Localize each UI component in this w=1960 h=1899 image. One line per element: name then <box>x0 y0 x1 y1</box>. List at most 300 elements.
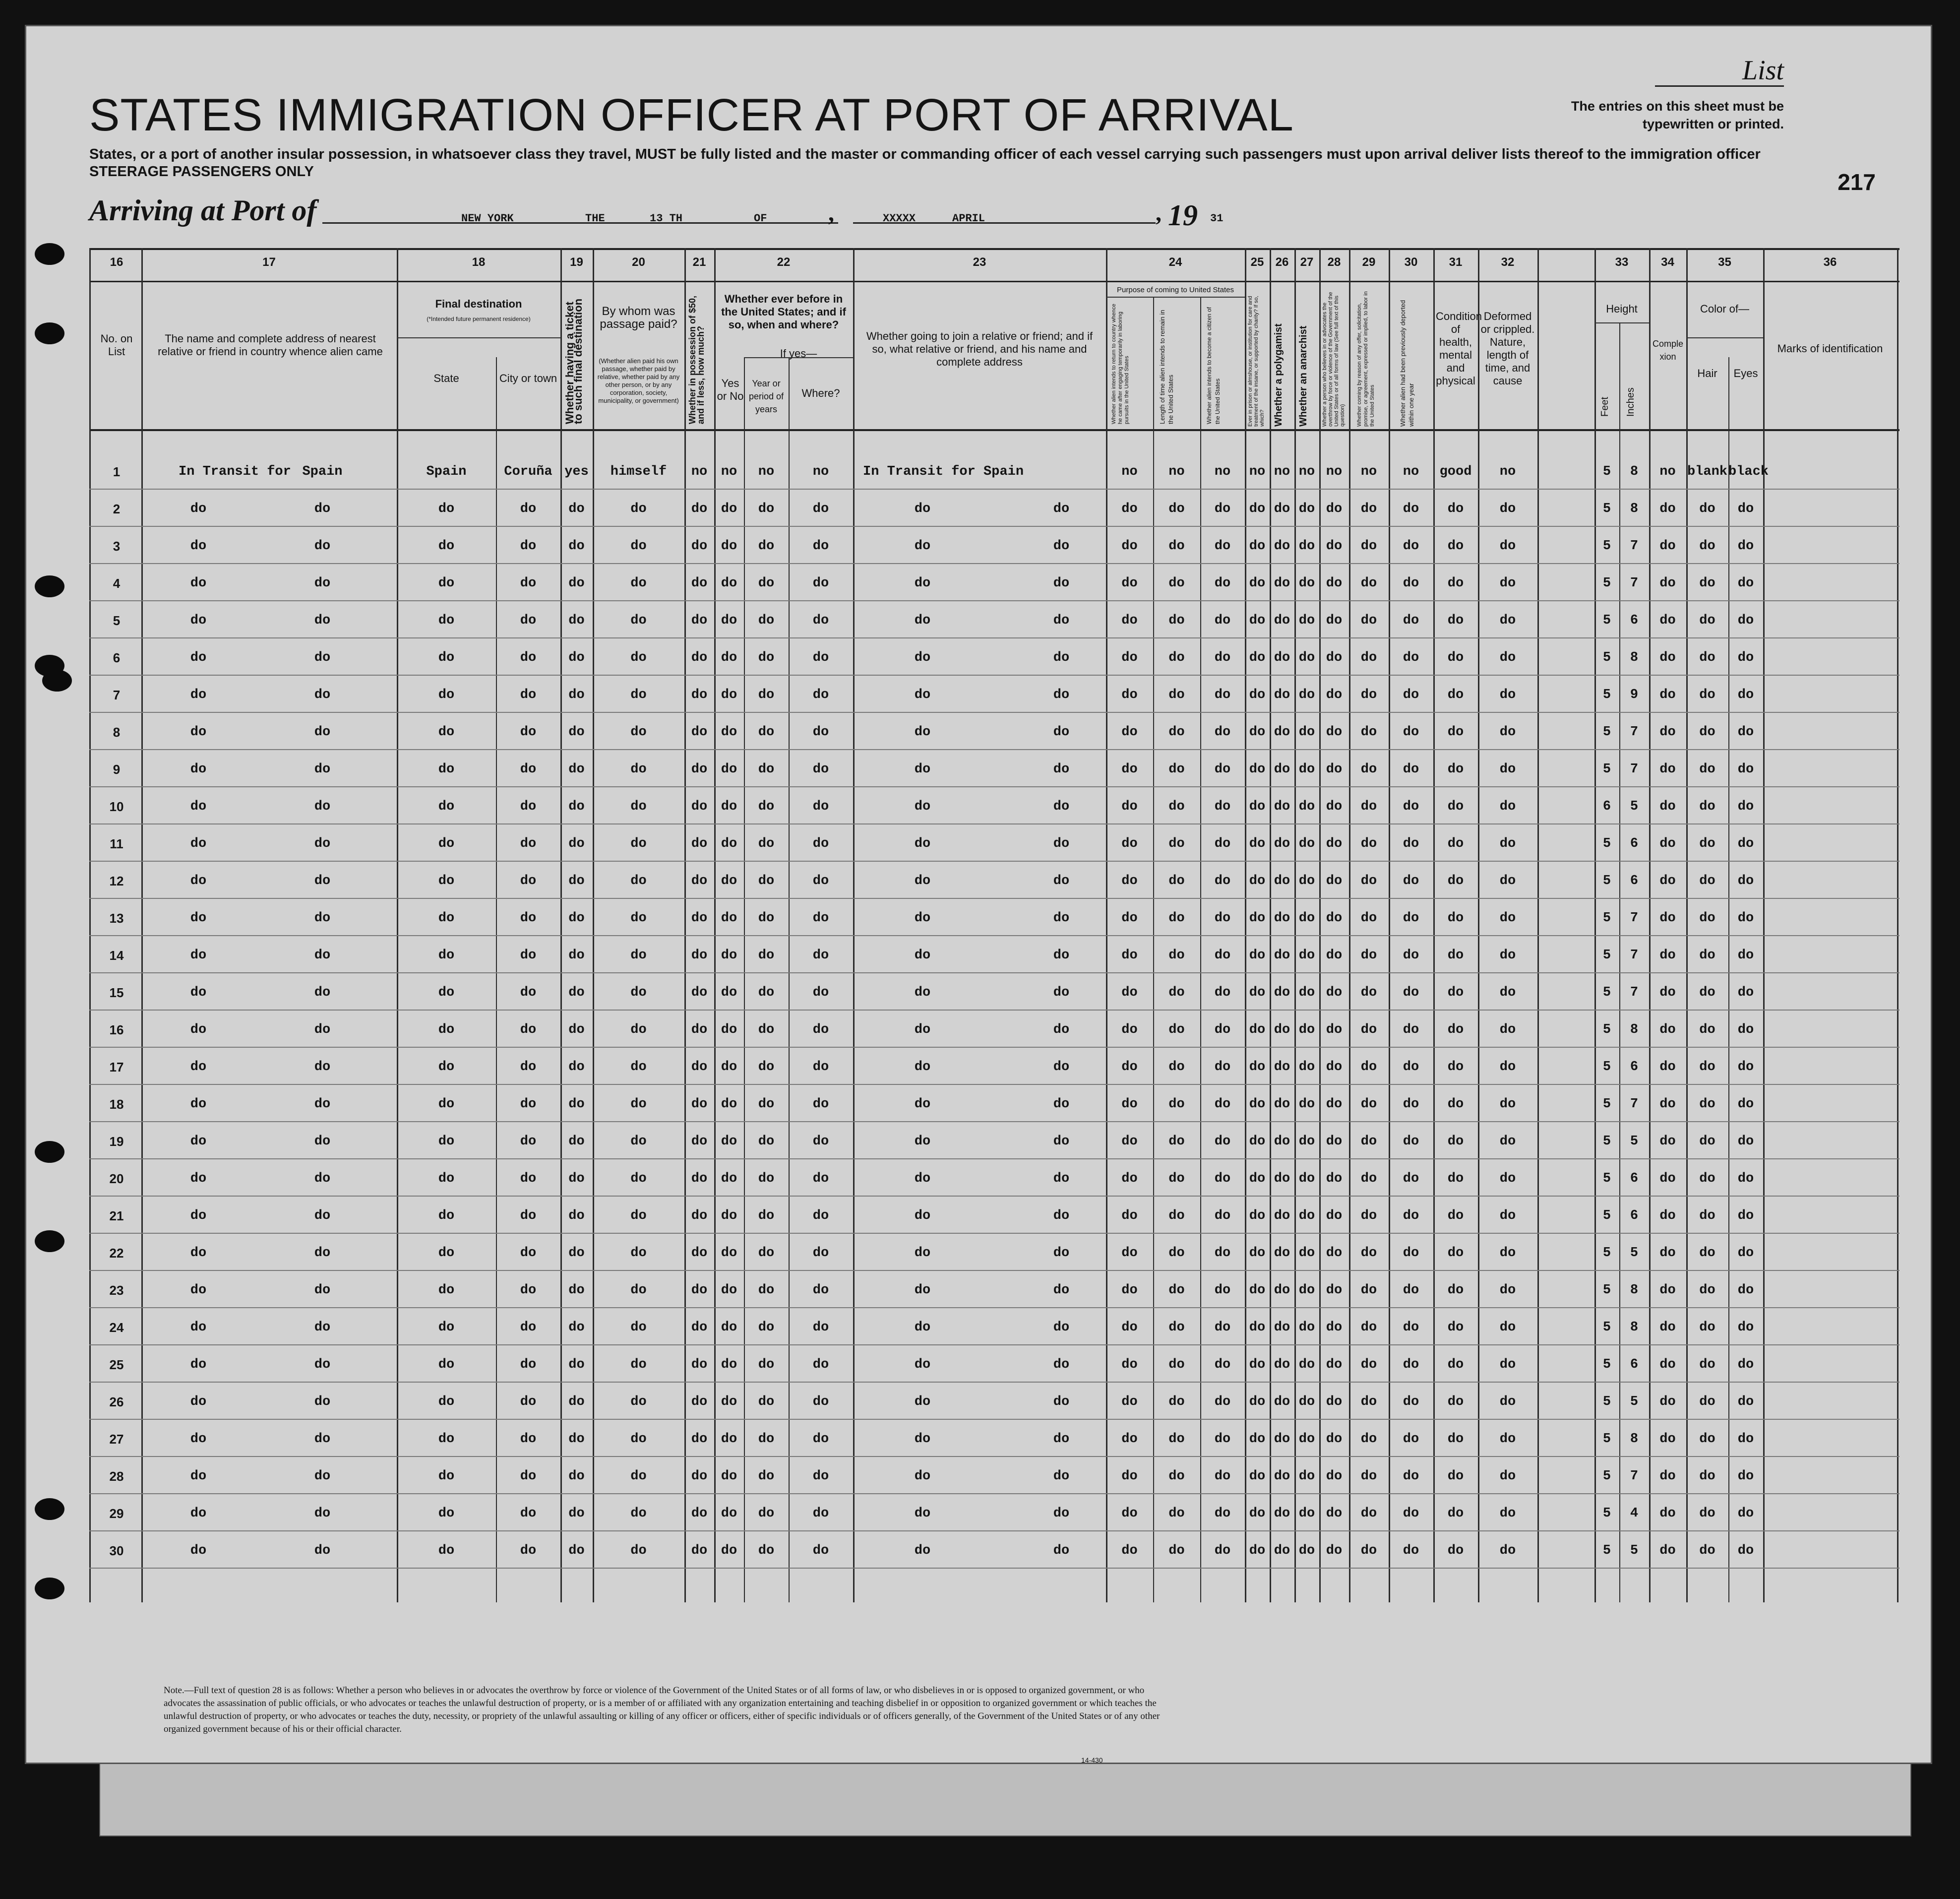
list-label: List <box>1742 55 1784 86</box>
cell-city: do <box>520 1469 537 1484</box>
cell-p2: do <box>1168 1208 1185 1223</box>
table-row <box>89 1307 1899 1345</box>
cell-rel2: do <box>314 1543 331 1558</box>
cell-eyes: do <box>1737 1060 1754 1075</box>
cell-rel2: do <box>314 1469 331 1484</box>
cell-hair: do <box>1699 725 1715 740</box>
cell-before: do <box>721 911 737 926</box>
cell-rel2: do <box>314 1097 331 1112</box>
cell-c26: do <box>1274 799 1290 814</box>
cell-paid: do <box>630 1543 647 1558</box>
cell-joining: do <box>914 539 931 554</box>
cell-p2: do <box>1168 539 1185 554</box>
struck-text: XXXXX <box>883 212 916 225</box>
header-final-destination-note: (*Intended future permanent residence) <box>427 316 531 322</box>
cell-p3: do <box>1214 1283 1231 1298</box>
cell-relative: do <box>190 1320 207 1335</box>
cell-c27: do <box>1298 836 1315 851</box>
cell-joining: do <box>914 1208 931 1223</box>
table-row <box>89 451 1899 490</box>
table-row <box>89 972 1899 1011</box>
cell-p1: do <box>1121 1283 1138 1298</box>
cell-c28: do <box>1326 502 1343 516</box>
cell-hair: do <box>1699 836 1715 851</box>
cell-before: do <box>721 1432 737 1447</box>
table-row <box>89 563 1899 601</box>
cell-health: do <box>1447 576 1464 591</box>
cell-p2: do <box>1168 1022 1185 1037</box>
cell-state: do <box>438 762 455 777</box>
cell-c29: do <box>1360 985 1377 1000</box>
cell-p1: do <box>1121 1432 1138 1447</box>
cell-health: do <box>1447 1283 1464 1298</box>
cell-c25: do <box>1249 1506 1266 1521</box>
cell-c27: no <box>1298 464 1315 479</box>
cell-health: do <box>1447 1394 1464 1409</box>
cell-inches: 6 <box>1630 1060 1639 1075</box>
cell-c30: do <box>1403 502 1419 516</box>
cell-p1: do <box>1121 539 1138 554</box>
cell-city: do <box>520 1134 537 1149</box>
cell-rel2: do <box>314 1208 331 1223</box>
cell-feet: 5 <box>1602 650 1611 665</box>
cell-money: do <box>691 1060 708 1075</box>
cell-paid: do <box>630 911 647 926</box>
cell-no: 10 <box>109 799 124 814</box>
cell-ticket: do <box>568 613 585 628</box>
cell-hair: do <box>1699 1060 1715 1075</box>
cell-no: 5 <box>113 613 121 628</box>
cell-p1: do <box>1121 1171 1138 1186</box>
cell-rel2: do <box>314 985 331 1000</box>
cell-eyes: do <box>1737 1357 1754 1372</box>
cell-feet: 5 <box>1602 464 1611 479</box>
colnum-22: 22 <box>777 255 791 269</box>
cell-no: 7 <box>113 688 121 702</box>
cell-state: do <box>438 1432 455 1447</box>
cell-c29: do <box>1360 1246 1377 1261</box>
header-inches: Inches <box>1625 387 1636 417</box>
cell-c30: do <box>1403 1432 1419 1447</box>
cell-money: do <box>691 985 708 1000</box>
cell-money: do <box>691 576 708 591</box>
cell-hair: do <box>1699 985 1715 1000</box>
cell-c30: do <box>1403 725 1419 740</box>
cell-c29: do <box>1360 1134 1377 1149</box>
cell-c29: do <box>1360 1171 1377 1186</box>
cell-no: 24 <box>109 1320 124 1335</box>
cell-rel2: do <box>314 613 331 628</box>
cell-where: do <box>812 1283 829 1298</box>
cell-c26: do <box>1274 1097 1290 1112</box>
cell-p2: do <box>1168 1171 1185 1186</box>
cell-no: 12 <box>109 874 124 888</box>
cell-paid: do <box>630 502 647 516</box>
cell-deformed: do <box>1499 1320 1516 1335</box>
punch-hole <box>42 670 72 692</box>
cell-eyes: do <box>1737 650 1754 665</box>
cell-c26: do <box>1274 688 1290 702</box>
cell-rel2: do <box>314 1432 331 1447</box>
cell-city: do <box>520 613 537 628</box>
cell-where: do <box>812 1060 829 1075</box>
cell-c28: do <box>1326 1432 1343 1447</box>
cell-deformed: do <box>1499 1060 1516 1075</box>
cell-state: do <box>438 502 455 516</box>
header-marks: Marks of identification <box>1777 342 1883 355</box>
cell-join2: do <box>1053 1134 1070 1149</box>
cell-before: do <box>721 1097 737 1112</box>
cell-health: do <box>1447 613 1464 628</box>
cell-health: do <box>1447 911 1464 926</box>
cell-where: no <box>812 464 829 479</box>
cell-paid: do <box>630 613 647 628</box>
cell-inches: 7 <box>1630 1469 1639 1484</box>
cell-join2: do <box>1053 688 1070 702</box>
cell-health: do <box>1447 948 1464 963</box>
cell-c29: do <box>1360 1283 1377 1298</box>
cell-c30: do <box>1403 1506 1419 1521</box>
cell-relative: do <box>190 502 207 516</box>
cell-c28: do <box>1326 1097 1343 1112</box>
cell-c28: do <box>1326 688 1343 702</box>
cell-inches: 8 <box>1630 502 1639 516</box>
cell-joining: do <box>914 725 931 740</box>
cell-city: do <box>520 1246 537 1261</box>
cell-c28: do <box>1326 576 1343 591</box>
cell-c30: do <box>1403 874 1419 888</box>
cell-p2: do <box>1168 948 1185 963</box>
cell-city: do <box>520 1320 537 1335</box>
cell-before: do <box>721 1022 737 1037</box>
cell-p1: do <box>1121 1506 1138 1521</box>
cell-c27: do <box>1298 1246 1315 1261</box>
cell-where: do <box>812 1171 829 1186</box>
cell-p1: do <box>1121 613 1138 628</box>
cell-state: do <box>438 1171 455 1186</box>
colnum-29: 29 <box>1362 255 1376 269</box>
cell-state: do <box>438 1469 455 1484</box>
cell-p3: do <box>1214 502 1231 516</box>
cell-c26: do <box>1274 539 1290 554</box>
cell-p3: do <box>1214 1357 1231 1372</box>
cell-p2: do <box>1168 1060 1185 1075</box>
cell-c26: do <box>1274 1208 1290 1223</box>
cell-year: do <box>758 650 775 665</box>
cell-deformed: do <box>1499 1246 1516 1261</box>
cell-hair: do <box>1699 613 1715 628</box>
cell-paid: do <box>630 1060 647 1075</box>
cell-c29: do <box>1360 799 1377 814</box>
header-color-of: Color of— <box>1700 303 1750 315</box>
cell-before: do <box>721 1246 737 1261</box>
cell-feet: 5 <box>1602 985 1611 1000</box>
cell-complexion: do <box>1659 1469 1676 1484</box>
cell-c27: do <box>1298 1543 1315 1558</box>
cell-c29: do <box>1360 539 1377 554</box>
steerage-label: STEERAGE PASSENGERS ONLY <box>89 164 314 180</box>
cell-joining: do <box>914 1097 931 1112</box>
cell-c30: do <box>1403 911 1419 926</box>
cell-state: do <box>438 1394 455 1409</box>
cell-relative: do <box>190 1134 207 1149</box>
cell-c28: do <box>1326 1022 1343 1037</box>
cell-rel2: do <box>314 1320 331 1335</box>
cell-join2: do <box>1053 1171 1070 1186</box>
cell-c28: no <box>1326 464 1343 479</box>
header-purpose-return: Whether alien intends to return to country whence he came after engaging temporarily in laboring pursuits in the United States <box>1111 304 1130 424</box>
cell-joining: In Transit for Spain <box>863 464 1024 479</box>
cell-year: do <box>758 1097 775 1112</box>
cell-money: do <box>691 1506 708 1521</box>
cell-p3: do <box>1214 1394 1231 1409</box>
cell-before: do <box>721 1171 737 1186</box>
cell-complexion: no <box>1659 464 1676 479</box>
cell-relative: do <box>190 1171 207 1186</box>
cell-inches: 6 <box>1630 1208 1639 1223</box>
cell-state: do <box>438 874 455 888</box>
cell-no: 26 <box>109 1394 124 1409</box>
cell-feet: 5 <box>1602 539 1611 554</box>
cell-deformed: do <box>1499 1432 1516 1447</box>
cell-where: do <box>812 874 829 888</box>
cell-c26: do <box>1274 1060 1290 1075</box>
cell-p1: do <box>1121 1060 1138 1075</box>
cell-c30: do <box>1403 1246 1419 1261</box>
cell-c27: do <box>1298 1208 1315 1223</box>
cell-deformed: do <box>1499 985 1516 1000</box>
cell-c25: do <box>1249 1283 1266 1298</box>
cell-c27: do <box>1298 1097 1315 1112</box>
cell-c28: do <box>1326 1394 1343 1409</box>
cell-c25: do <box>1249 502 1266 516</box>
day-value: 13 TH <box>650 212 683 225</box>
cell-p2: do <box>1168 1246 1185 1261</box>
cell-c26: do <box>1274 911 1290 926</box>
table-row <box>89 1456 1899 1494</box>
cell-hair: do <box>1699 1432 1715 1447</box>
cell-eyes: do <box>1737 688 1754 702</box>
cell-paid: do <box>630 576 647 591</box>
cell-c25: do <box>1249 613 1266 628</box>
cell-p1: do <box>1121 502 1138 516</box>
colnum-23: 23 <box>973 255 986 269</box>
cell-c30: do <box>1403 1320 1419 1335</box>
cell-p2: do <box>1168 650 1185 665</box>
cell-complexion: do <box>1659 1432 1676 1447</box>
cell-before: do <box>721 799 737 814</box>
cell-inches: 7 <box>1630 762 1639 777</box>
cell-join2: do <box>1053 1208 1070 1223</box>
cell-c29: do <box>1360 1506 1377 1521</box>
cell-c27: do <box>1298 1171 1315 1186</box>
cell-complexion: do <box>1659 688 1676 702</box>
cell-state: do <box>438 1357 455 1372</box>
header-joining: Whether going to join a relative or friend; and if so, what relative or friend, and his name and complete address <box>866 330 1093 368</box>
cell-where: do <box>812 576 829 591</box>
cell-p1: do <box>1121 1208 1138 1223</box>
cell-relative: do <box>190 836 207 851</box>
cell-eyes: do <box>1737 799 1754 814</box>
cell-inches: 6 <box>1630 1171 1639 1186</box>
cell-hair: do <box>1699 1543 1715 1558</box>
cell-year: do <box>758 1022 775 1037</box>
table-row <box>89 1047 1899 1085</box>
cell-inches: 8 <box>1630 650 1639 665</box>
cell-rel2: do <box>314 576 331 591</box>
cell-health: do <box>1447 874 1464 888</box>
cell-c28: do <box>1326 1283 1343 1298</box>
cell-complexion: do <box>1659 1097 1676 1112</box>
cell-deformed: do <box>1499 539 1516 554</box>
cell-deformed: do <box>1499 836 1516 851</box>
cell-before: do <box>721 836 737 851</box>
cell-no: 27 <box>109 1432 124 1447</box>
cell-year: do <box>758 1171 775 1186</box>
header-where: Where? <box>801 387 840 399</box>
cell-state: do <box>438 911 455 926</box>
cell-p3: do <box>1214 1097 1231 1112</box>
cell-joining: do <box>914 1134 931 1149</box>
cell-c25: do <box>1249 1171 1266 1186</box>
cell-no: 28 <box>109 1469 124 1484</box>
cell-ticket: do <box>568 1022 585 1037</box>
cell-p1: do <box>1121 1097 1138 1112</box>
cell-p3: do <box>1214 799 1231 814</box>
cell-c25: do <box>1249 799 1266 814</box>
cell-inches: 9 <box>1630 688 1639 702</box>
cell-c26: no <box>1274 464 1290 479</box>
cell-complexion: do <box>1659 1394 1676 1409</box>
cell-relative: do <box>190 1357 207 1372</box>
cell-paid: do <box>630 1022 647 1037</box>
table-row <box>89 712 1899 750</box>
cell-city: do <box>520 688 537 702</box>
typewritten-note: The entries on this sheet must be typewritten or printed. <box>1571 99 1784 131</box>
cell-paid: do <box>630 1283 647 1298</box>
cell-join2: do <box>1053 1246 1070 1261</box>
cell-p3: do <box>1214 1432 1231 1447</box>
cell-c29: do <box>1360 1357 1377 1372</box>
table-row <box>89 1196 1899 1234</box>
cell-relative: do <box>190 1432 207 1447</box>
cell-c29: do <box>1360 911 1377 926</box>
cell-money: no <box>691 464 708 479</box>
cell-complexion: do <box>1659 539 1676 554</box>
punch-hole <box>35 322 64 344</box>
cell-c27: do <box>1298 576 1315 591</box>
cell-where: do <box>812 985 829 1000</box>
cell-city: do <box>520 1432 537 1447</box>
cell-state: do <box>438 948 455 963</box>
cell-c30: do <box>1403 539 1419 554</box>
cell-c26: do <box>1274 874 1290 888</box>
cell-year: do <box>758 1469 775 1484</box>
cell-c28: do <box>1326 762 1343 777</box>
cell-paid: do <box>630 874 647 888</box>
cell-inches: 8 <box>1630 1022 1639 1037</box>
cell-inches: 6 <box>1630 874 1639 888</box>
cell-inches: 8 <box>1630 1320 1639 1335</box>
cell-inches: 8 <box>1630 1432 1639 1447</box>
header-if-yes: If yes— <box>780 347 817 360</box>
cell-deformed: do <box>1499 911 1516 926</box>
cell-hair: do <box>1699 1134 1715 1149</box>
cell-c30: do <box>1403 1097 1419 1112</box>
cell-complexion: do <box>1659 1320 1676 1335</box>
cell-p3: do <box>1214 1320 1231 1335</box>
cell-state: do <box>438 1283 455 1298</box>
cell-deformed: do <box>1499 1208 1516 1223</box>
cell-hair: do <box>1699 1506 1715 1521</box>
cell-c25: do <box>1249 539 1266 554</box>
cell-c25: do <box>1249 650 1266 665</box>
cell-city: do <box>520 762 537 777</box>
cell-eyes: do <box>1737 613 1754 628</box>
cell-eyes: do <box>1737 1320 1754 1335</box>
cell-deformed: do <box>1499 1134 1516 1149</box>
cell-c25: do <box>1249 576 1266 591</box>
cell-c25: do <box>1249 911 1266 926</box>
cell-paid: do <box>630 1469 647 1484</box>
cell-feet: 5 <box>1602 1246 1611 1261</box>
cell-p3: do <box>1214 539 1231 554</box>
cell-c27: do <box>1298 1394 1315 1409</box>
colnum-18: 18 <box>472 255 486 269</box>
cell-rel2: do <box>314 1283 331 1298</box>
cell-c29: do <box>1360 1543 1377 1558</box>
cell-rel2: do <box>314 1134 331 1149</box>
cell-relative: do <box>190 1208 207 1223</box>
cell-c26: do <box>1274 836 1290 851</box>
cell-inches: 8 <box>1630 464 1639 479</box>
cell-c27: do <box>1298 1060 1315 1075</box>
cell-p2: do <box>1168 799 1185 814</box>
cell-c27: do <box>1298 1432 1315 1447</box>
cell-joining: do <box>914 1506 931 1521</box>
cell-c27: do <box>1298 539 1315 554</box>
cell-no: 2 <box>113 502 121 516</box>
cell-rel2: do <box>314 539 331 554</box>
cell-inches: 6 <box>1630 836 1639 851</box>
cell-where: do <box>812 1357 829 1372</box>
cell-p1: do <box>1121 836 1138 851</box>
cell-join2: do <box>1053 1506 1070 1521</box>
cell-ticket: do <box>568 1543 585 1558</box>
colnum-36: 36 <box>1823 255 1837 269</box>
cell-money: do <box>691 1097 708 1112</box>
cell-join2: do <box>1053 1543 1070 1558</box>
cell-year: do <box>758 874 775 888</box>
cell-inches: 5 <box>1630 1134 1639 1149</box>
cell-year: do <box>758 836 775 851</box>
cell-p3: do <box>1214 1134 1231 1149</box>
cell-c29: do <box>1360 725 1377 740</box>
list-number-line <box>1655 85 1784 87</box>
cell-c25: do <box>1249 1357 1266 1372</box>
colnum-34: 34 <box>1661 255 1674 269</box>
cell-c29: no <box>1360 464 1377 479</box>
cell-p3: do <box>1214 1543 1231 1558</box>
cell-c27: do <box>1298 1134 1315 1149</box>
cell-rel2: do <box>314 1394 331 1409</box>
cell-c27: do <box>1298 1283 1315 1298</box>
cell-deformed: do <box>1499 613 1516 628</box>
cell-c29: do <box>1360 1469 1377 1484</box>
cell-feet: 5 <box>1602 874 1611 888</box>
cell-join2: do <box>1053 1432 1070 1447</box>
cell-money: do <box>691 836 708 851</box>
